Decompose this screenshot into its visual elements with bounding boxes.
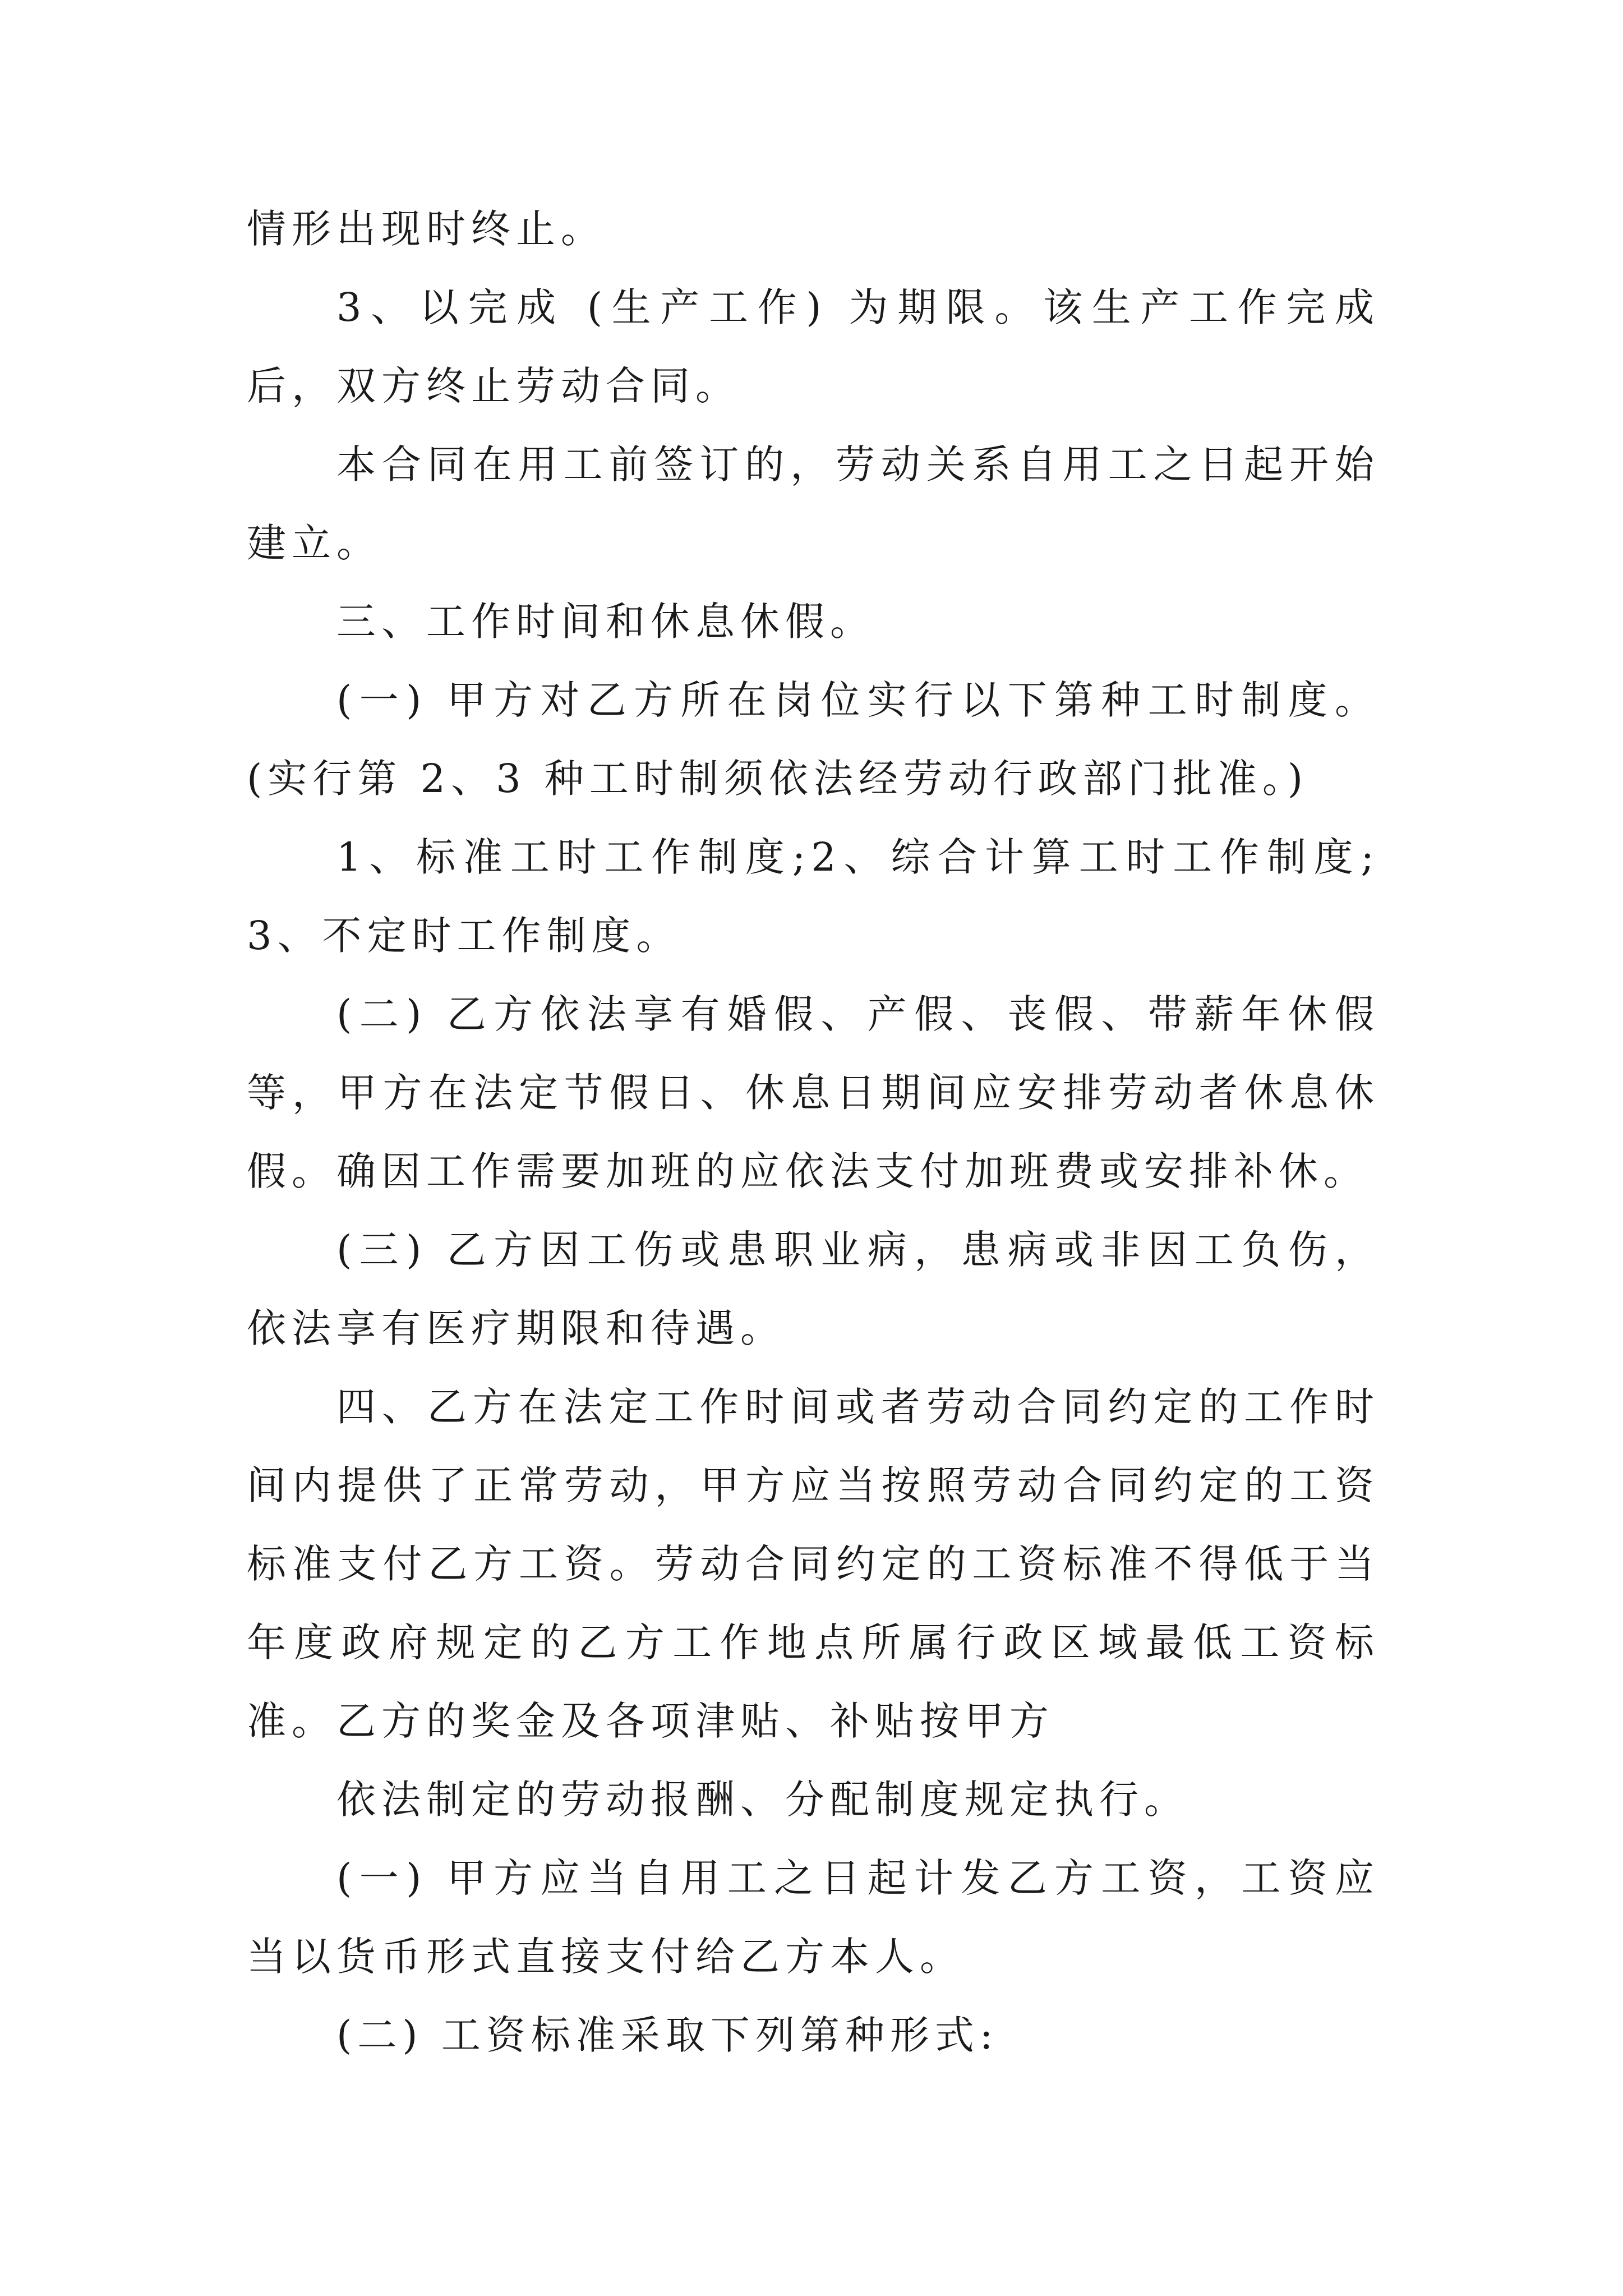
paragraph-task-term: 3、以完成 (生产工作) 为期限。该生产工作完成后，双方终止劳动合同。 xyxy=(247,284,1380,409)
paragraph-wages-section-continued: 依法制定的劳动报酬、分配制度规定执行。 xyxy=(336,1777,1189,1823)
paragraph-injury-medical: (三) 乙方因工伤或患职业病，患病或非因工负伤，依法享有医疗期限和待遇。 xyxy=(247,1227,1380,1351)
paragraph-wage-payment: (一) 甲方应当自用工之日起计发乙方工资，工资应当以货币形式直接支付给乙方本人。 xyxy=(247,1855,1380,1980)
paragraph-leave-rights: (二) 乙方依法享有婚假、产假、丧假、带薪年休假等，甲方在法定节假日、休息日期间应安排劳动者休息休假。确因工作需要加班的应依法支付加班费或安排补休。 xyxy=(247,991,1380,1194)
document-body xyxy=(247,190,1380,2074)
paragraph-wage-form: (二) 工资标准采取下列第种形式: xyxy=(336,2012,999,2058)
paragraph-hours-system: (一) 甲方对乙方所在岗位实行以下第种工时制度。(实行第 2、3 种工时制须依法经劳动行政部门批准。) xyxy=(247,677,1380,802)
section-heading-working-hours: 三、工作时间和休息休假。 xyxy=(336,599,875,645)
paragraph-relation-start: 本合同在用工前签订的，劳动关系自用工之日起开始建立。 xyxy=(247,441,1380,566)
paragraph-hours-options: 1、标准工时工作制度;2、综合计算工时工作制度;3、不定时工作制度。 xyxy=(247,834,1380,959)
paragraph-wages-section: 四、乙方在法定工作时间或者劳动合同约定的工作时间内提供了正常劳动，甲方应当按照劳动合同约定的工资标准支付乙方工资。劳动合同约定的工资标准不得低于当年度政府规定的乙方工作地点所属行政区域最低工资标准。乙方的奖金及各项津贴、补贴按甲方 xyxy=(247,1384,1380,1744)
paragraph-termination: 情形出现时终止。 xyxy=(247,206,606,252)
